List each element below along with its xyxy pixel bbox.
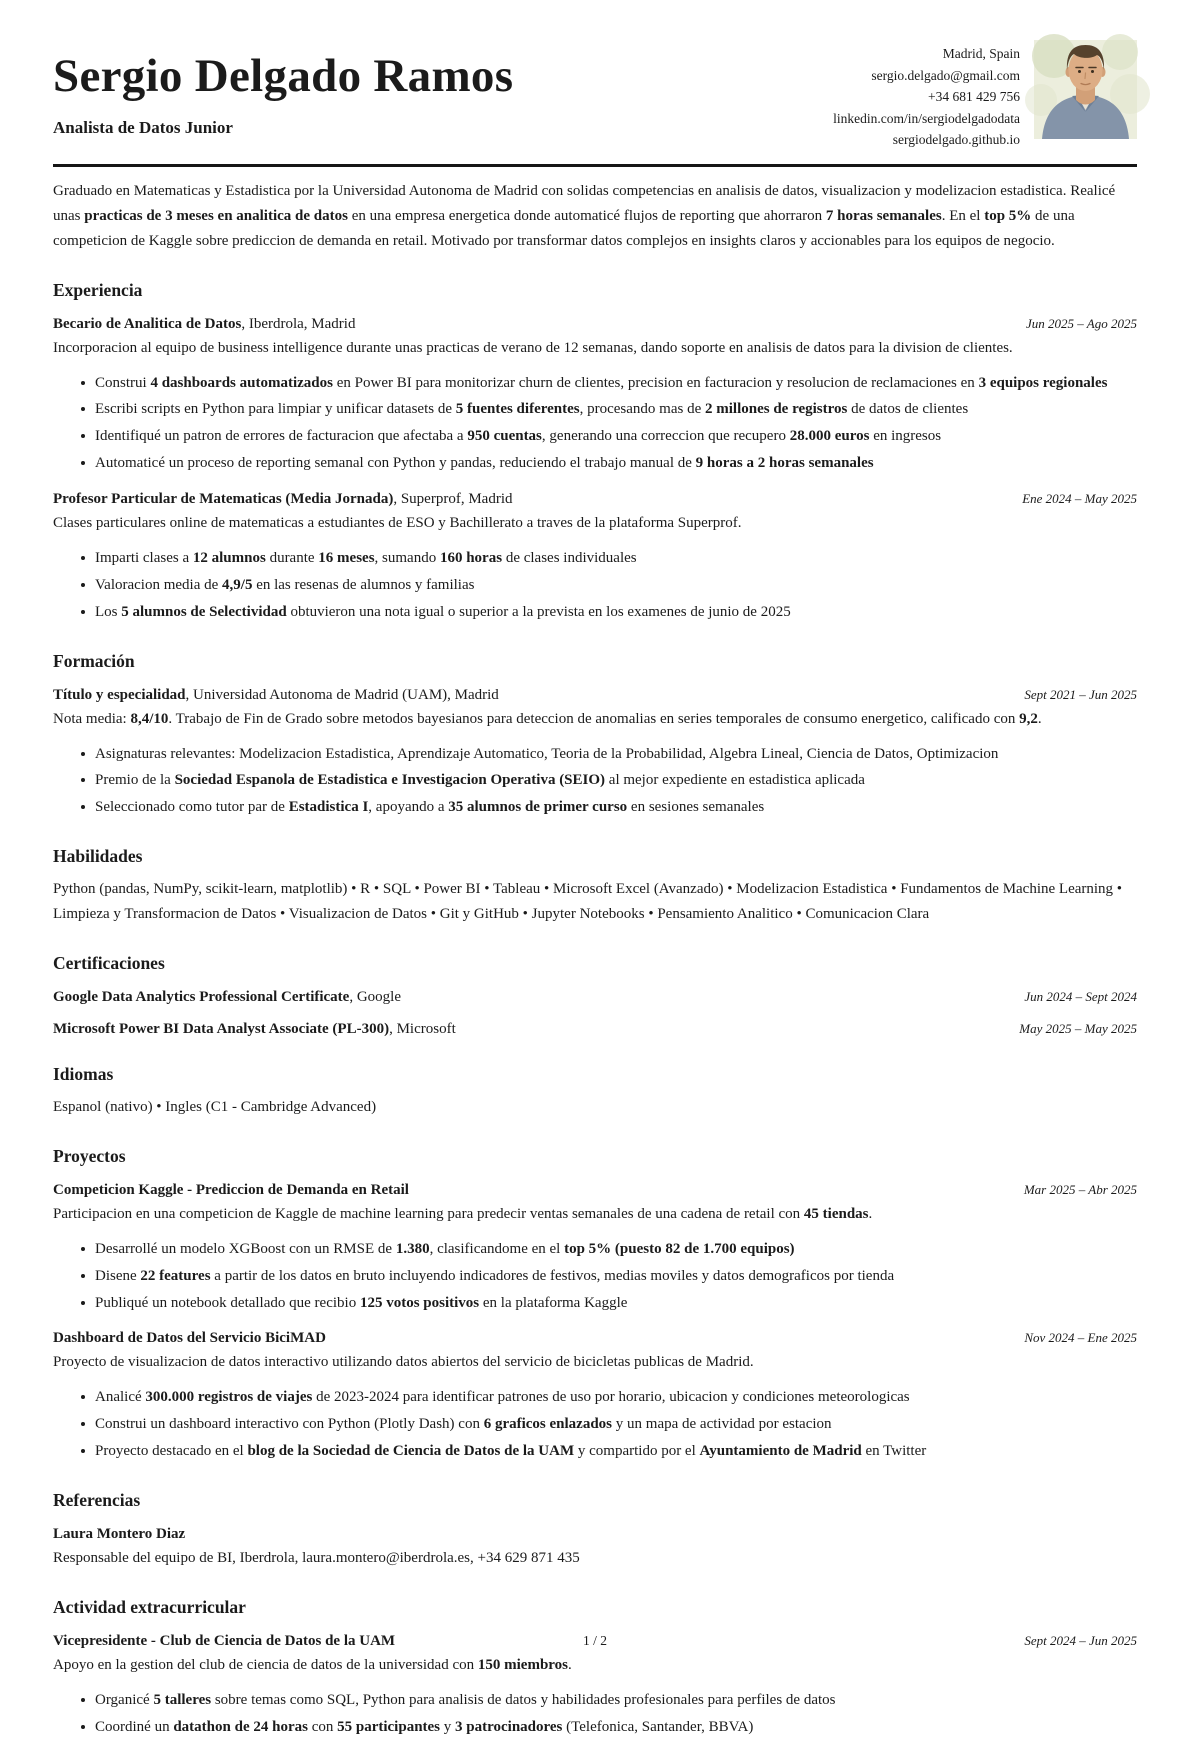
profile-photo: [1034, 40, 1137, 139]
bullet-item: Asignaturas relevantes: Modelizacion Estadistica, Aprendizaje Automatico, Teoria de la Probabilidad, Algebra Lineal, Ciencia de Datos, Optimizacion: [80, 742, 1137, 767]
entry-description: Nota media: 8,4/10. Trabajo de Fin de Grado sobre metodos bayesianos para deteccion de anomalias en series temporales de consumo energetico, calificado con 9,2.: [53, 710, 1042, 727]
entry-date: Sept 2024 – Jun 2025: [1024, 1632, 1137, 1648]
entry-date: Sept 2021 – Jun 2025: [1024, 686, 1137, 702]
bullet-item: Construi un dashboard interactivo con Python (Plotly Dash) con 6 graficos enlazados y un mapa de actividad por estacion: [80, 1412, 1137, 1437]
resume-entry: [53, 316, 1137, 476]
bullet-item: Automaticé un proceso de reporting semanal con Python y pandas, reduciendo el trabajo manual de 9 horas a 2 horas semanales: [80, 451, 1137, 476]
bullet-list: [53, 546, 1137, 625]
section-idiomas: [53, 1064, 1137, 1120]
person-name: Sergio Delgado Ramos: [53, 50, 514, 102]
contact-info: [833, 40, 1020, 151]
entry-date: Ene 2024 – May 2025: [1022, 491, 1137, 507]
bullet-item: Coordiné un datathon de 24 horas con 55 participantes y 3 patrocinadores (Telefonica, Santander, BBVA): [80, 1715, 1137, 1740]
resume-entry: [53, 491, 1137, 625]
entry-date: Jun 2025 – Ago 2025: [1026, 315, 1137, 331]
header-contact-block: [833, 40, 1137, 151]
entry-title: Profesor Particular de Matematicas (Media Jornada), Superprof, Madrid: [53, 491, 513, 508]
job-title: Analista de Datos Junior: [53, 118, 233, 138]
entry-header: [53, 1021, 1137, 1038]
entry-date: Nov 2024 – Ene 2025: [1024, 1330, 1137, 1346]
entry-title: Competicion Kaggle - Prediccion de Demanda en Retail: [53, 1181, 409, 1198]
section-formacion: [53, 651, 1137, 821]
contact-phone: +34 681 429 756: [928, 89, 1020, 105]
bullet-item: Identifiqué un patron de errores de facturacion que afectaba a 950 cuentas, generando una correccion que recupero 28.000 euros en ingresos: [80, 424, 1137, 449]
bullet-item: Valoracion media de 4,9/5 en las resenas de alumnos y familias: [80, 573, 1137, 598]
entry-header: [53, 1330, 1137, 1347]
bullet-item: Organicé 5 talleres sobre temas como SQL, Python para analisis de datos y habilidades profesionales para perfiles de datos: [80, 1688, 1137, 1713]
section-heading: Formación: [53, 650, 135, 671]
header-identity: [53, 40, 513, 138]
bullet-item: Proyecto destacado en el blog de la Sociedad de Ciencia de Datos de la UAM y compartido por el Ayuntamiento de Madrid en Twitter: [80, 1439, 1137, 1464]
resume-entry: [53, 687, 1137, 821]
header-divider: [53, 164, 1137, 167]
entry-date: Jun 2024 – Sept 2024: [1024, 989, 1137, 1004]
section-certificaciones: [53, 953, 1137, 1038]
entry-description: Proyecto de visualizacion de datos interactivo utilizando datos abiertos del servicio de bicicletas publicas de Madrid.: [53, 1354, 754, 1371]
bullet-item: Premio de la Sociedad Espanola de Estadistica e Investigacion Operativa (SEIO) al mejor expediente en estadistica aplicada: [80, 768, 1137, 793]
bullet-item: Los 5 alumnos de Selectividad obtuvieron una nota igual o superior a la prevista en los examenes de junio de 2025: [80, 600, 1137, 625]
entry-description: Clases particulares online de matematicas a estudiantes de ESO y Bachillerato a traves de la plataforma Superprof.: [53, 515, 742, 532]
bullet-item: Disene 22 features a partir de los datos en bruto incluyendo indicadores de festivos, medias moviles y datos demograficos por tienda: [80, 1264, 1137, 1289]
entry-description: Responsable del equipo de BI, Iberdrola, laura.montero@iberdrola.es, +34 629 871 435: [53, 1550, 580, 1567]
section-habilidades: [53, 846, 1137, 927]
entry-title: Google Data Analytics Professional Certificate, Google: [53, 989, 402, 1005]
entry-title: Laura Montero Diaz: [53, 1526, 186, 1543]
entry-date: Mar 2025 – Abr 2025: [1023, 1181, 1137, 1197]
bullet-item: Publiqué un notebook detallado que recibio 125 votos positivos en la plataforma Kaggle: [80, 1291, 1137, 1316]
entry-title: Título y especialidad, Universidad Autonoma de Madrid (UAM), Madrid: [53, 686, 499, 703]
resume-entry: [53, 1330, 1137, 1464]
bullet-item: Escribi scripts en Python para limpiar y unificar datasets de 5 fuentes diferentes, procesando mas de 2 millones de registros de datos de clientes: [80, 397, 1137, 422]
entry-header: [53, 687, 1137, 704]
bullet-list: [53, 1237, 1137, 1316]
entry-header: [53, 1526, 1137, 1543]
entry-title: Microsoft Power BI Data Analyst Associate (PL-300), Microsoft: [53, 1021, 456, 1037]
section-actividad-extracurricular: [53, 1597, 1137, 1740]
resume-sections: [53, 280, 1137, 1740]
bullet-list: [53, 1688, 1137, 1740]
bullet-item: Imparti clases a 12 alumnos durante 16 meses, sumando 160 horas de clases individuales: [80, 546, 1137, 571]
bullet-list: [53, 1385, 1137, 1464]
section-referencias: [53, 1490, 1137, 1571]
summary-paragraph: Graduado en Matematicas y Estadistica por la Universidad Autonoma de Madrid con solidas competencias en analisis de datos, visualizacion y modelizacion estadistica. Realicé unas practicas de 3 meses en analitica de datos en una empresa energetica donde automaticé flujos de reporting que ahorraron 7 horas semanales. En el top 5% de una competicion de Kaggle sobre prediccion de demanda en retail. Motivado por transformar datos complejos en insights claros y accionables para los equipos de negocio.: [53, 182, 1116, 249]
section-heading: Idiomas: [53, 1064, 114, 1084]
entry-header: [53, 1182, 1137, 1199]
bullet-item: Seleccionado como tutor par de Estadistica I, apoyando a 35 alumnos de primer curso en sesiones semanales: [80, 795, 1137, 820]
headshot-image: [1034, 40, 1137, 139]
page-number: 1 / 2: [582, 1633, 607, 1648]
entry-description: Apoyo en la gestion del club de ciencia de datos de la universidad con 150 miembros.: [53, 1656, 572, 1673]
contact-location: Madrid, Spain: [942, 46, 1020, 61]
bullet-list: [53, 742, 1137, 821]
section-heading: Certificaciones: [53, 953, 165, 973]
contact-linkedin: linkedin.com/in/sergiodelgadodata: [833, 110, 1020, 126]
contact-website: sergiodelgado.github.io: [892, 132, 1020, 148]
entry-header: [53, 491, 1137, 508]
section-heading: Proyectos: [53, 1145, 126, 1166]
contact-email: sergio.delgado@gmail.com: [871, 67, 1020, 83]
section-heading: Experiencia: [53, 279, 143, 300]
section-proyectos: [53, 1146, 1137, 1464]
section-paragraph: Python (pandas, NumPy, scikit-learn, matplotlib) • R • SQL • Power BI • Tableau • Microsoft Excel (Avanzado) • Modelizacion Estadistica • Fundamentos de Machine Learning • Limpieza y Transformacion de Datos • Visualizacion de Datos • Git y GitHub • Jupyter Notebooks • Pensamiento Analitico • Comunicacion Clara: [53, 881, 1123, 923]
section-experiencia: [53, 280, 1137, 625]
bullet-item: Construi 4 dashboards automatizados en Power BI para monitorizar churn de clientes, precision en facturacion y resolucion de reclamaciones en 3 equipos regionales: [80, 371, 1137, 396]
bullet-item: Analicé 300.000 registros de viajes de 2023-2024 para identificar patrones de uso por horario, ubicacion y condiciones meteorologicas: [80, 1385, 1137, 1410]
bullet-list: [53, 371, 1137, 477]
entry-date: May 2025 – May 2025: [1019, 1021, 1137, 1036]
entry-title: Vicepresidente - Club de Ciencia de Datos de la UAM: [53, 1632, 396, 1649]
section-heading: Habilidades: [53, 846, 143, 867]
entry-description: Participacion en una competicion de Kaggle de machine learning para predecir ventas semanales de una cadena de retail con 45 tiendas.: [53, 1205, 873, 1222]
entry-description: Incorporacion al equipo de business intelligence durante unas practicas de verano de 12 semanas, dando soporte en analisis de datos para la division de clientes.: [53, 339, 1013, 356]
resume-entry: [53, 989, 1137, 1006]
entry-header: [53, 316, 1137, 333]
entry-title: Becario de Analitica de Datos, Iberdrola, Madrid: [53, 315, 356, 332]
resume-entry: [53, 1182, 1137, 1316]
bullet-item: Desarrollé un modelo XGBoost con un RMSE de 1.380, clasificandome en el top 5% (puesto 82 de 1.700 equipos): [80, 1237, 1137, 1262]
resume-entry: [53, 1021, 1137, 1038]
section-heading: Actividad extracurricular: [53, 1596, 246, 1617]
entry-title: Dashboard de Datos del Servicio BiciMAD: [53, 1330, 326, 1347]
entry-header: [53, 989, 1137, 1006]
header: [53, 40, 1137, 151]
section-paragraph: Espanol (nativo) • Ingles (C1 - Cambridge Advanced): [53, 1099, 377, 1115]
section-heading: Referencias: [53, 1490, 141, 1511]
resume-entry: [53, 1526, 1137, 1571]
